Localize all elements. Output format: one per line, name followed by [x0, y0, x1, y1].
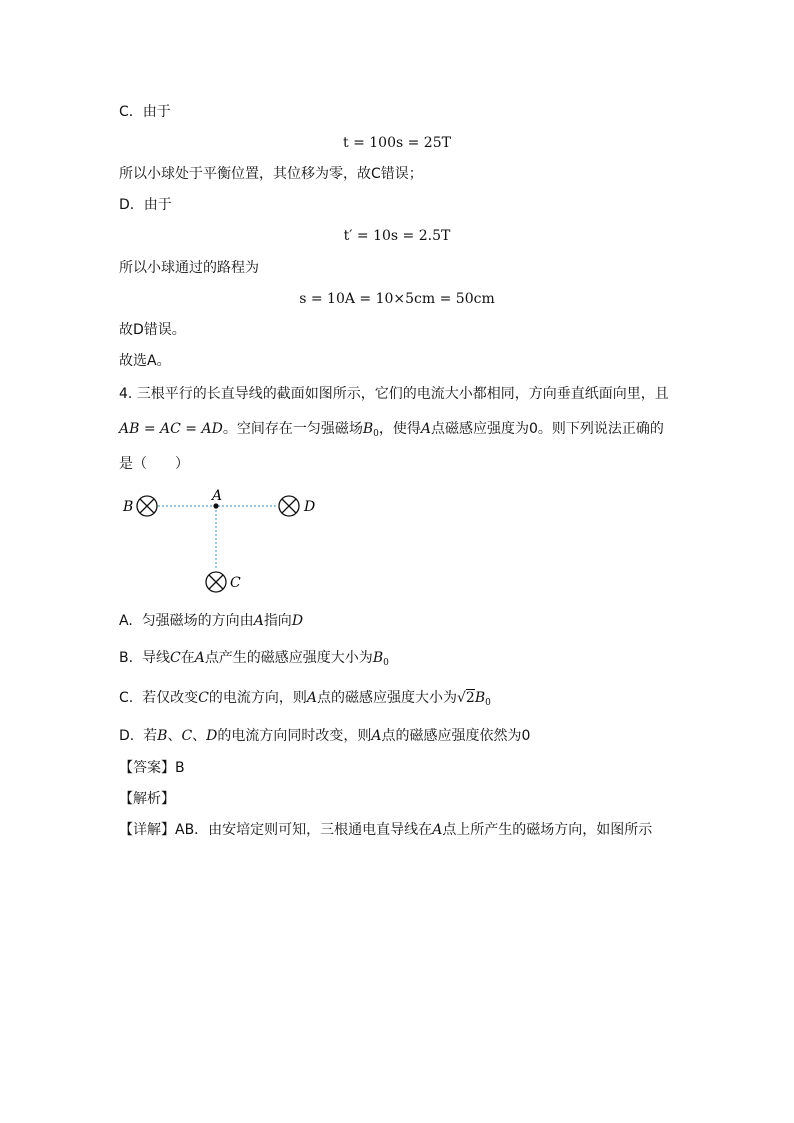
question-4-stem-line1	[119, 384, 669, 404]
stem-part2c: 点磁感应强度为0。则下列说法正确的	[430, 421, 664, 437]
option-d-text1: 若	[143, 728, 158, 744]
option-d-var4: A	[371, 728, 382, 744]
option-d-sep1: 、	[167, 728, 182, 744]
final-choice: 故选A。	[119, 353, 171, 369]
option-c	[119, 688, 491, 713]
detail-line	[119, 820, 652, 840]
option-d-var2: C	[181, 728, 193, 744]
option-c-label: C．由于	[119, 104, 171, 120]
detail-text2: 点上所产生的磁场方向，如图所示	[442, 822, 653, 838]
question-number: 4.	[119, 386, 133, 402]
option-a-var1: A	[253, 613, 264, 629]
option-c-var3: B	[474, 690, 486, 706]
option-c-var1: C	[198, 690, 209, 706]
label-c: C	[230, 575, 241, 591]
answer-line: 【答案】B	[119, 760, 185, 776]
wire-d-into-page-icon	[279, 496, 299, 516]
option-b-subscript: 0	[383, 658, 389, 668]
stem-equation: AB = AC = AD	[119, 421, 223, 437]
sqrt-sign: √	[456, 690, 466, 706]
equation-t-100s: t = 100s = 25T	[343, 135, 451, 151]
option-b	[119, 648, 389, 673]
option-b-text2: 在	[180, 650, 195, 666]
question-4-stem-line3: 是（ ）	[119, 456, 189, 472]
sqrt-2	[457, 689, 475, 706]
label-a: A	[212, 488, 223, 504]
option-c-prefix: C.	[119, 690, 134, 706]
option-c-text3: 点的磁感应强度大小为	[316, 690, 457, 706]
option-d-text3: 点的磁感应强度依然为0	[381, 728, 531, 744]
option-d	[119, 726, 530, 746]
option-a	[119, 611, 303, 631]
option-b-text3: 点产生的磁感应强度大小为	[204, 650, 373, 666]
wire-b-into-page-icon	[137, 496, 157, 516]
wire-c-into-page-icon	[206, 572, 226, 592]
equation-path-length: s = 10A = 10×5cm = 50cm	[299, 291, 495, 307]
label-b: B	[123, 499, 134, 515]
a-symbol: A	[420, 421, 431, 437]
option-a-prefix: A.	[119, 613, 133, 629]
option-c-var2: A	[306, 690, 317, 706]
option-d-sep2: 、	[192, 728, 207, 744]
option-a-text2: 指向	[263, 613, 292, 629]
stem-part2a: 。空间存在一匀强磁场	[222, 421, 363, 437]
sqrt-radicand: 2	[465, 690, 475, 706]
detail-var-a: A	[432, 822, 443, 838]
option-c-text1: 若仅改变	[142, 690, 199, 706]
option-d-prefix: D.	[119, 728, 135, 744]
option-d-path-text: 所以小球通过的路程为	[119, 260, 259, 276]
equation-t-prime-10s: t′ = 10s = 2.5T	[343, 228, 451, 244]
b0-subscript: 0	[373, 429, 379, 439]
detail-text1: 【详解】AB．由安培定则可知，三根通电直导线在	[119, 822, 433, 838]
analysis-title: 【解析】	[119, 791, 175, 807]
stem-part2b: ，使得	[378, 421, 421, 437]
option-d-var1: B	[157, 728, 168, 744]
option-d-conclusion: 故D错误。	[119, 322, 186, 338]
option-d-label: D．由于	[119, 197, 172, 213]
option-c-text2: 的电流方向，则	[208, 690, 307, 706]
label-d: D	[304, 499, 316, 515]
question-stem-part1: 三根平行的长直导线的截面如图所示，它们的电流大小都相同，方向垂直纸面向里，且	[136, 386, 669, 402]
wire-cross-section-figure	[115, 484, 335, 599]
option-a-text1: 匀强磁场的方向由	[141, 613, 254, 629]
option-c-conclusion: 所以小球处于平衡位置，其位移为零，故C错误；	[119, 166, 423, 182]
option-b-var2: A	[194, 650, 205, 666]
option-d-var3: D	[206, 728, 218, 744]
b0-symbol: B	[362, 421, 374, 437]
point-a-dot	[213, 503, 218, 508]
option-b-prefix: B.	[119, 650, 134, 666]
option-a-var2: D	[291, 613, 304, 629]
option-d-text2: 的电流方向同时改变，则	[217, 728, 372, 744]
option-b-text1: 导线	[141, 650, 170, 666]
question-4-stem-line2	[119, 419, 664, 444]
option-b-var1: C	[169, 650, 181, 666]
option-c-subscript: 0	[485, 698, 491, 708]
option-b-var3: B	[372, 650, 384, 666]
